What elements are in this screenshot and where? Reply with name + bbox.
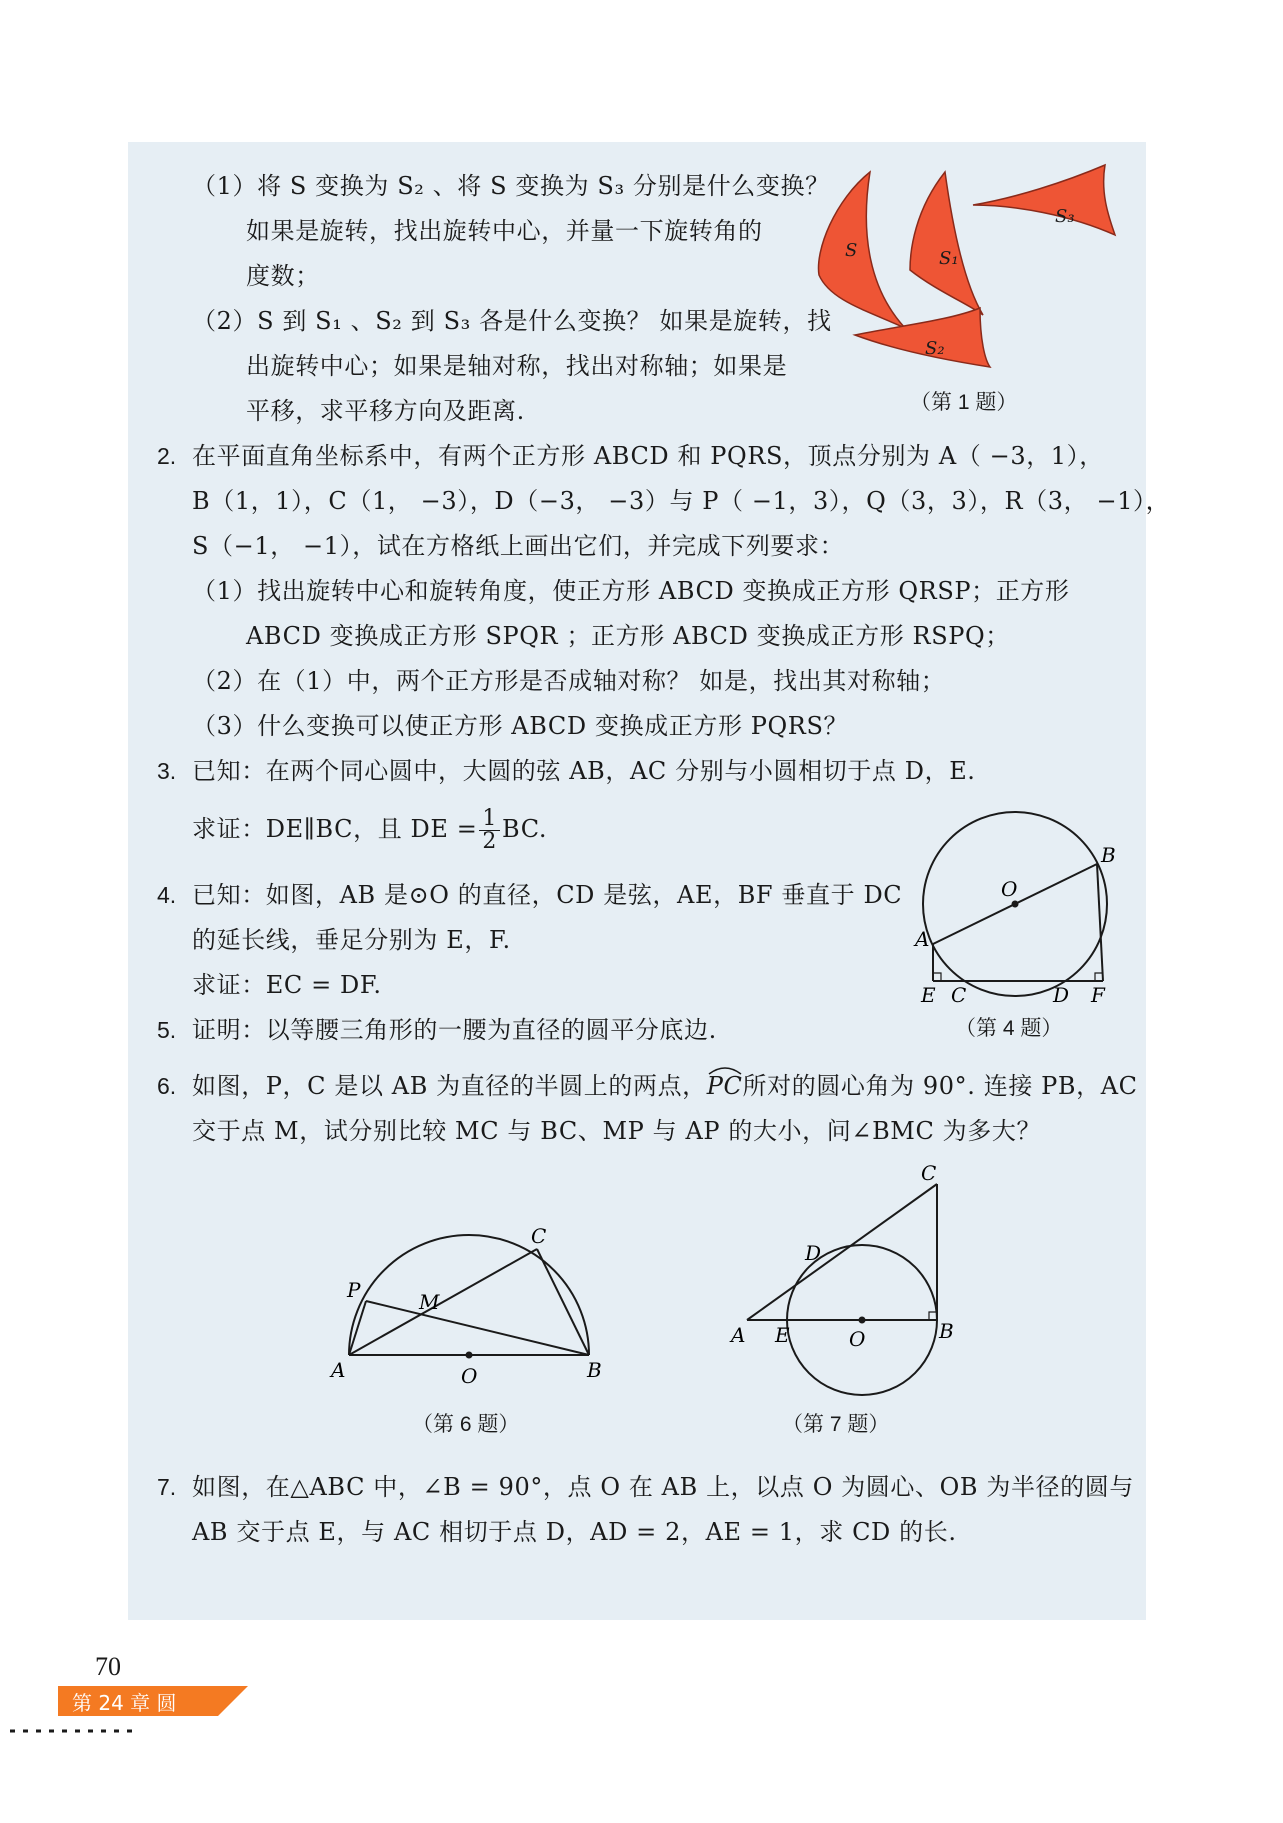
- p4-label-o: O: [1001, 877, 1018, 901]
- p4-label-f: F: [1091, 983, 1105, 1007]
- p7-label-o: O: [849, 1327, 866, 1351]
- chapter-label: 第 24 章 圆: [72, 1691, 177, 1715]
- p1-figure: [815, 160, 1125, 380]
- p4-label-a: A: [915, 927, 930, 951]
- p7-line1: 如图，在△ABC 中，∠B = 90°，点 O 在 AB 上，以点 O 为圆心、OB 为半径的圆与: [192, 1473, 1134, 1501]
- p6-arc-pc: [707, 1071, 743, 1101]
- p4-caption: （第 4 题）: [955, 1017, 1063, 1040]
- label-s3: S₃: [1055, 206, 1075, 227]
- p4-label-d: D: [1053, 983, 1070, 1007]
- arc-symbol-icon: [707, 1065, 743, 1075]
- p7-center-dot: [859, 1317, 866, 1324]
- p3-proof-prefix: 求证：DE∥BC，且 DE =: [192, 815, 478, 843]
- p2-line3: S（−1， −1），试在方格纸上画出它们，并完成下列要求：: [192, 532, 845, 560]
- p1-sub1-line1: （1）将 S 变换为 S₂ 、将 S 变换为 S₃ 分别是什么变换？: [192, 172, 830, 200]
- p2-line1: 在平面直角坐标系中，有两个正方形 ABCD 和 PQRS，顶点分别为 A（ −3，1），: [192, 442, 1104, 470]
- p1-sub2-line2: 出旋转中心；如果是轴对称，找出对称轴；如果是: [246, 352, 788, 380]
- p4-label-c: C: [951, 983, 967, 1007]
- p4-label-e: E: [921, 983, 936, 1007]
- p4-number: 4.: [157, 882, 177, 908]
- p4-center-dot: [1012, 901, 1019, 908]
- p6-line1-pre: 如图，P，C 是以 AB 为直径的半圆上的两点，: [192, 1072, 707, 1100]
- p7-figure: [725, 1158, 965, 1398]
- footer-dotted-rule: [10, 1728, 135, 1734]
- p3-line1: 已知：在两个同心圆中，大圆的弦 AB，AC 分别与小圆相切于点 D，E.: [192, 757, 976, 785]
- label-s2: S₂: [925, 338, 945, 359]
- p7-caption: （第 7 题）: [782, 1413, 890, 1436]
- p6-line1-post: 所对的圆心角为 90°. 连接 PB，AC: [742, 1072, 1138, 1100]
- p7-label-a: A: [731, 1323, 746, 1347]
- p7-label-b: B: [939, 1319, 954, 1343]
- p4-right-angle-e: [933, 973, 941, 981]
- label-s: S: [845, 240, 858, 261]
- p3-proof: [192, 808, 547, 853]
- p6-chord-pb: [366, 1301, 589, 1355]
- p1-sub2-line1: （2）S 到 S₁ 、S₂ 到 S₃ 各是什么变换？ 如果是旋转，找: [192, 307, 832, 335]
- p1-caption: （第 1 题）: [910, 391, 1018, 414]
- p2-sub3: （3）什么变换可以使正方形 ABCD 变换成正方形 PQRS？: [192, 712, 849, 740]
- page-number: 70: [95, 1652, 121, 1681]
- p6-number: 6.: [157, 1073, 177, 1099]
- p1-sub2-line3: 平移，求平移方向及距离.: [246, 397, 525, 425]
- p7-number: 7.: [157, 1474, 177, 1500]
- p4-segment-bf: [1097, 864, 1103, 981]
- p7-label-d: D: [805, 1241, 822, 1265]
- p4-line3: 求证：EC = DF.: [192, 971, 382, 999]
- shape-s1: [910, 172, 983, 315]
- p2-number: 2.: [157, 443, 177, 469]
- p3-frac-num: 1: [479, 808, 500, 831]
- shape-s2: [855, 308, 990, 367]
- p1-sub1-line2: 如果是旋转，找出旋转中心，并量一下旋转角的: [246, 217, 763, 245]
- label-s1: S₁: [939, 248, 959, 269]
- p6-label-p: P: [347, 1278, 361, 1302]
- p6-label-c: C: [531, 1225, 547, 1248]
- p1-shapes: [818, 165, 1115, 367]
- p3-number: 3.: [157, 758, 177, 784]
- p6-arc-label: PC: [706, 1072, 743, 1100]
- p1-sub1-line3: 度数；: [246, 262, 320, 290]
- p6-chord-cb: [537, 1249, 589, 1355]
- p4-label-b: B: [1101, 843, 1116, 867]
- p5-number: 5.: [157, 1017, 177, 1043]
- p3-frac-den: 2: [482, 829, 498, 854]
- p6-label-a: A: [331, 1358, 346, 1382]
- p6-label-m: M: [419, 1290, 440, 1314]
- shape-s3: [973, 165, 1115, 235]
- p6-figure: [325, 1225, 615, 1395]
- p7-side-ac: [747, 1184, 937, 1320]
- p6-chord-ac: [349, 1249, 537, 1355]
- p2-sub1-line2: ABCD 变换成正方形 SPQR ；正方形 ABCD 变换成正方形 RSPQ；: [246, 622, 1010, 650]
- p7-label-c: C: [921, 1161, 937, 1185]
- p2-sub2: （2）在（1）中，两个正方形是否成轴对称？ 如是，找出其对称轴；: [192, 667, 946, 695]
- p3-fraction: [479, 808, 500, 853]
- p6-center-dot: [466, 1352, 473, 1359]
- shape-s: [818, 172, 905, 328]
- p4-line2: 的延长线，垂足分别为 E，F.: [192, 926, 511, 954]
- p5-line1: 证明：以等腰三角形的一腰为直径的圆平分底边.: [192, 1016, 717, 1044]
- p2-line2: B（1，1），C（1， −3），D（−3， −3）与 P（ −1，3），Q（3，3），R（3， −1），: [192, 487, 1171, 515]
- p6-semicircle: [349, 1235, 589, 1355]
- p7-label-e: E: [775, 1323, 790, 1347]
- p6-line1: [192, 1071, 1138, 1101]
- p7-line2: AB 交于点 E，与 AC 相切于点 D，AD = 2，AE = 1，求 CD 的长.: [192, 1518, 957, 1546]
- p4-line1: 已知：如图，AB 是⊙O 的直径，CD 是弦，AE，BF 垂直于 DC: [192, 881, 903, 909]
- p6-label-o: O: [461, 1364, 478, 1388]
- p2-sub1-line1: （1）找出旋转中心和旋转角度，使正方形 ABCD 变换成正方形 QRSP；正方形: [192, 577, 1070, 605]
- p3-proof-suffix: BC.: [502, 815, 548, 843]
- p6-caption: （第 6 题）: [412, 1413, 520, 1436]
- p6-line2: 交于点 M，试分别比较 MC 与 BC、MP 与 AP 的大小，问∠BMC 为多大？: [192, 1117, 1042, 1145]
- p4-figure: [905, 800, 1125, 1010]
- p6-label-b: B: [587, 1358, 602, 1382]
